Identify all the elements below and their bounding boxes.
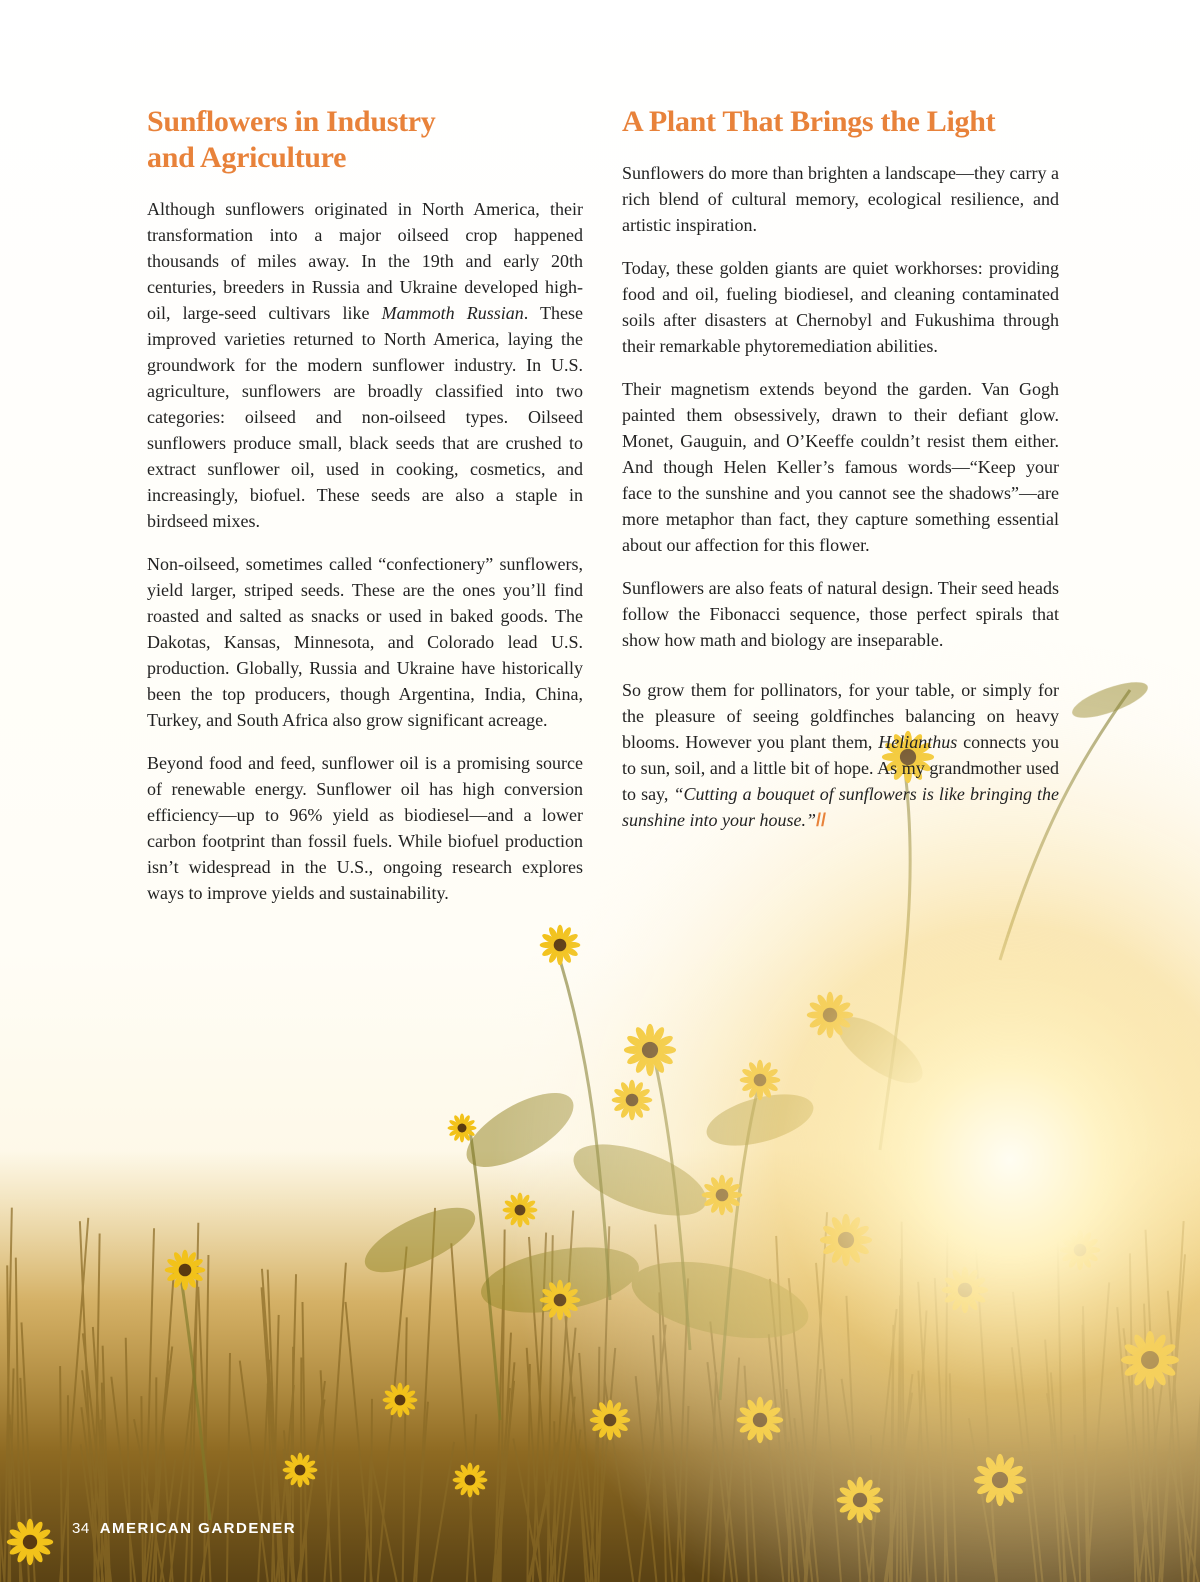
right-paragraph-2: Today, these golden giants are quiet workhorses: providing food and oil, fueling biodiesel, and cleaning contaminated soils after disasters at Chernobyl and Fukushima through their remarkable phytoremediation abilities. — [622, 258, 1059, 356]
left-heading-line1: Sunflowers in Industry — [147, 105, 436, 138]
left-paragraph-1 — [147, 196, 583, 534]
right-p5-text-a: So grow them for pollinators, for your table, or simply for the pleasure of seeing goldfinches balancing on heavy blooms. However you plant them, — [622, 680, 1059, 752]
left-paragraph-2: Non-oilseed, sometimes called “confectionery” sunflowers, yield larger, striped seeds. These are the ones you’ll find roasted and salted as snacks or used in baked goods. The Dakotas, Kansas, Minnesota, and Colorado lead U.S. production. Globally, Russia and Ukraine have historically been the top producers, though Argentina, India, China, Turkey, and South Africa also grow significant acreage. — [147, 554, 583, 730]
right-p5-italic: Helianthus — [878, 732, 958, 752]
grandmother-quote: “Cutting a bouquet of sunflowers is like bringing the sunshine into your house.” — [622, 784, 1060, 830]
left-heading-line2: and Agriculture — [147, 141, 347, 174]
page-number: 34 — [72, 1520, 90, 1537]
left-column — [147, 100, 583, 923]
end-mark: // — [816, 810, 827, 830]
right-paragraph-5 — [622, 677, 1059, 833]
right-p5-text-b: connects you to sun, soil, and a little bit of hope. As my grandmother used to say, — [622, 732, 1059, 804]
left-p1-text-b: . These improved varieties returned to North America, laying the groundwork for the modern sunflower industry. In U.S. agriculture, sunflowers are broadly classified into two categories: oilseed and non-oilseed types. Oilseed sunflowers produce small, black seeds that are crushed to extract sunflower oil, used in cooking, cosmetics, and increasingly, biofuel. These seeds are also a staple in birdseed mixes. — [147, 303, 583, 531]
right-heading: A Plant That Brings the Light — [622, 105, 996, 138]
left-p1-italic: Mammoth Russian — [381, 303, 524, 323]
magazine-name: AMERICAN GARDENER — [99, 1520, 297, 1537]
right-column — [622, 100, 1059, 850]
right-paragraph-3: Their magnetism extends beyond the garden. Van Gogh painted them obsessively, drawn to their defiant glow. Monet, Gauguin, and O’Keeffe couldn’t resist them either. And though Helen Keller’s famous words—“Keep your face to the sunshine and you cannot see the shadows”—are more metaphor than fact, they capture something essential about our affection for this flower. — [622, 379, 1059, 555]
right-paragraph-1: Sunflowers do more than brighten a landscape—they carry a rich blend of cultural memory, ecological resilience, and artistic inspiration. — [622, 163, 1059, 235]
left-paragraph-3: Beyond food and feed, sunflower oil is a promising source of renewable energy. Sunflower oil has high conversion efficiency—up to 96% yield as biodiesel—and a lower carbon footprint than fossil fuels. While biofuel production isn’t widespread in the U.S., ongoing research explores ways to improve yields and sustainability. — [147, 753, 583, 903]
left-heading — [147, 104, 583, 176]
page-footer — [72, 1520, 296, 1537]
right-paragraph-4: Sunflowers are also feats of natural design. Their seed heads follow the Fibonacci sequence, those perfect spirals that show how math and biology are inseparable. — [622, 578, 1059, 650]
left-p1-text-a: Although sunflowers originated in North America, their transformation into a major oilseed crop happened thousands of miles away. In the 19th and early 20th centuries, breeders in Russia and Ukraine developed high-oil, large-seed cultivars like — [147, 199, 583, 323]
